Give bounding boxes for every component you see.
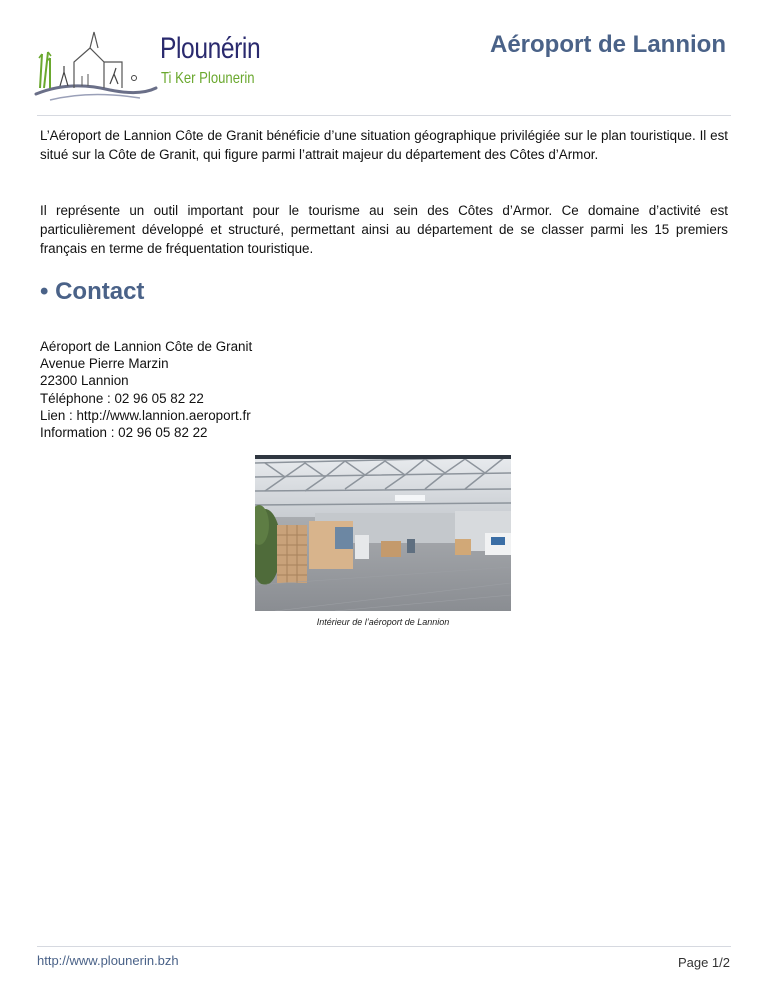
contact-city: 22300 Lannion bbox=[40, 373, 129, 389]
page-number: Page 1/2 bbox=[677, 955, 730, 970]
village-drawing-icon bbox=[30, 28, 160, 108]
page-title: Aéroport de Lannion bbox=[490, 31, 726, 58]
logo-name: Plounérin bbox=[160, 32, 261, 65]
contact-block bbox=[40, 338, 252, 441]
airport-interior-image bbox=[255, 455, 511, 611]
header-divider bbox=[37, 115, 731, 116]
contact-phone: Téléphone : 02 96 05 82 22 bbox=[40, 390, 204, 406]
image-caption: Intérieur de l’aéroport de Lannion bbox=[316, 617, 450, 627]
site-logo[interactable] bbox=[30, 28, 280, 108]
footer-divider bbox=[37, 946, 731, 947]
logo-subtitle: Ti Ker Plounerin bbox=[161, 70, 255, 87]
intro-paragraph: L’Aéroport de Lannion Côte de Granit bénéficie d’une situation géographique privilégiée sur le plan touristique. Il est situé sur la Côte de Granit, qui figure parmi l’attrait majeur du département des Côtes d’Armor. bbox=[40, 128, 728, 162]
airport-interior-photo bbox=[255, 455, 511, 611]
footer-site-link[interactable]: http://www.plounerin.bzh bbox=[37, 953, 179, 968]
contact-link[interactable]: Lien : http://www.lannion.aeroport.fr bbox=[40, 407, 251, 423]
contact-street: Avenue Pierre Marzin bbox=[40, 356, 169, 372]
tourism-paragraph: Il représente un outil important pour le tourisme au sein des Côtes d’Armor. Ce domaine d’activité est particulièrement développé et structuré, permettant ainsi au département de se classer parmi les 15 premiers français en terme de fréquentation touristique. bbox=[40, 203, 728, 256]
contact-information: Information : 02 96 05 82 22 bbox=[40, 425, 208, 441]
section-title-contact: • Contact bbox=[40, 278, 145, 305]
contact-name: Aéroport de Lannion Côte de Granit bbox=[40, 339, 253, 354]
